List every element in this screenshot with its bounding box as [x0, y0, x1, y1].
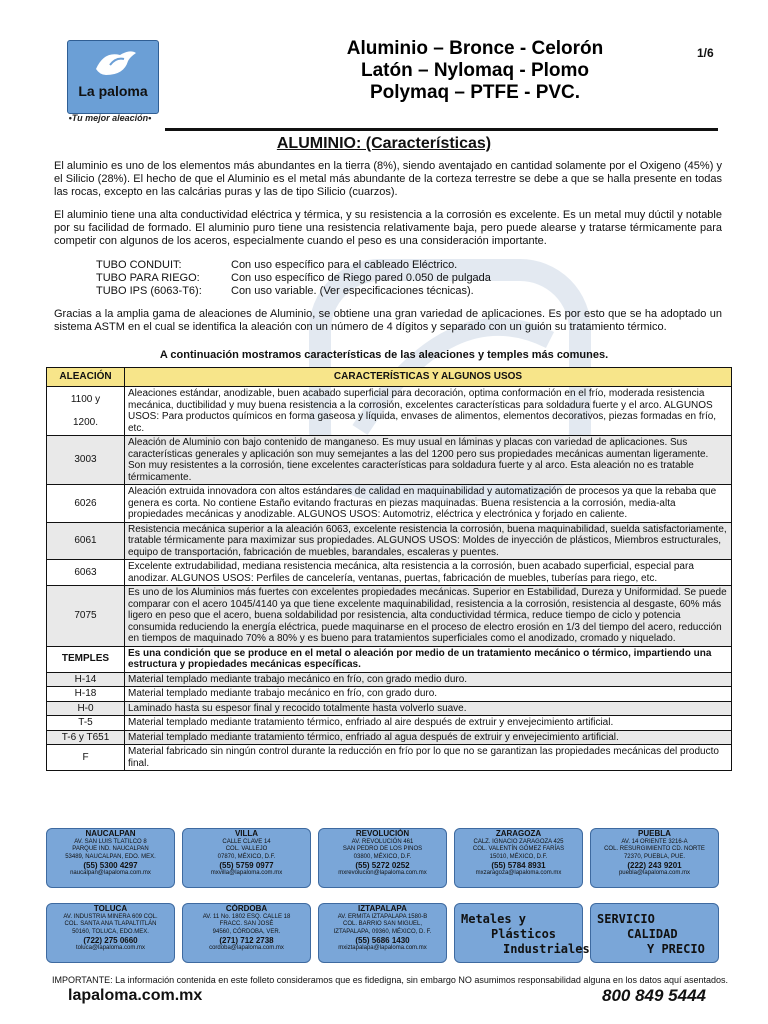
branch-name: IZTAPALAPA	[358, 904, 407, 913]
temple-desc: Material fabricado sin ningún control durante la reducción en frío por lo que no se garantizan las propiedades mecánicas del producto final.	[125, 745, 732, 771]
branch-name: TOLUCA	[93, 904, 128, 913]
temple-code: H-18	[47, 687, 125, 702]
tube-desc: Con uso específico para el cableado Eléctrico.	[231, 259, 458, 271]
branch-email: mxzaragoza@lapaloma.com.mx	[475, 870, 562, 877]
branch-address: 53489, NAUCALPAN, EDO. MEX.	[65, 853, 156, 860]
branch-address: COL. RESURGIMIENTO CD. NORTE	[604, 846, 705, 853]
brand-slogan: •Tu mejor aleación•	[68, 113, 152, 123]
alloy-code: 6026	[47, 485, 125, 523]
branch-name: CÓRDOBA	[225, 904, 268, 913]
temple-row	[47, 745, 732, 771]
section-title: ALUMINIO: (Características)	[276, 135, 492, 152]
branch-phone: (722) 275 0660	[83, 936, 138, 946]
temple-desc: Material templado mediante tratamiento térmico, enfriado al agua después de extruir y envejecimiento artificial.	[125, 730, 732, 745]
alloy-desc: Es uno de los Aluminios más fuertes con excelentes propiedades mecánicas. Superior en Estabilidad, Dureza y Uniformidad. Se puede comparar con el acero 1045/4140 ya que tiene excelente maquinabilidad, resistencia a la corrosión, resistencia al desgaste, 60% más ligero en peso que el acero, buena soldabilidad por resistencia, alta conductividad térmica, reduce tiempo de ciclo y potencia consumida reduciendo la energía eléctrica, puede maquinarse en el proceso de electro erosión en 1/3 del tiempo del acero, reducción en tiempos de maquinado 70% a 80% y es bueno para tratamientos superficiales como el anodizado, cromado y niquelado.	[125, 586, 732, 647]
website-link[interactable]: lapaloma.com.mx	[68, 987, 203, 1004]
promo-line: SERVICIO	[597, 912, 655, 926]
branch-card-revolucion	[318, 828, 447, 888]
promo-card-service	[590, 903, 719, 963]
branch-email: cordoba@lapaloma.com.mx	[209, 945, 284, 952]
branch-phone: (55) 5300 4297	[83, 861, 138, 871]
table-row	[47, 436, 732, 485]
branch-address: AV. 14 ORIENTE 3216-A	[621, 839, 688, 845]
alloy-desc: Aleaciones estándar, anodizable, buen acabado superficial para decoración, optima conformación en el frío, moderada resistencia mecánica, ductibilidad y muy buena resistencia a la corrosión, excelentes características para soldadura fuerte y el arco. ALGUNOS USOS: Para productos químicos en forma gaseosa y líquida, envases de alimentos, elementos decorativos, piezas formadas en frío, etc.	[125, 387, 732, 436]
promo-line: Metales y	[461, 912, 527, 926]
branch-address: IZTAPALAPA, 09360, MÉXICO, D. F.	[333, 928, 432, 935]
alloy-code-line: 1100 y	[70, 393, 101, 405]
table-row	[47, 522, 732, 560]
branch-address: CALLE CLAVE 14	[222, 839, 271, 845]
branch-address: AV. INDUSTRIA MINERA 609 COL.	[63, 914, 158, 920]
branch-address: 72370, PUEBLA, PUE.	[623, 853, 686, 860]
dove-icon	[90, 47, 140, 83]
branch-phone: (271) 712 2738	[219, 936, 274, 946]
branch-address: AV. SAN LUIS TLATILCO 8	[74, 839, 147, 845]
branch-email: mxrevolucion@lapaloma.com.mx	[338, 870, 427, 877]
tube-desc: Con uso específico de Riego pared 0.050 de pulgada	[231, 272, 491, 284]
table-row	[47, 560, 732, 586]
branch-name: VILLA	[234, 829, 259, 838]
temples-label: TEMPLES	[47, 646, 125, 672]
branch-card-naucalpan	[46, 828, 175, 888]
temple-row	[47, 687, 732, 702]
branch-address: AV. REVOLUCIÓN 461	[351, 839, 414, 845]
tube-name: TUBO IPS (6063-T6):	[96, 285, 202, 297]
alloy-desc: Excelente extrudabilidad, mediana resistencia mecánica, alta resistencia a la corrosión, buen acabado superficial, especial para anodizar. ALGUNOS USOS: Perfiles de cancelería, ventanas, puertas, fabricación de muebles, tuberías para riego, etc.	[125, 560, 732, 586]
table-header-row	[47, 368, 732, 387]
branch-phone: (55) 5784 8931	[491, 861, 546, 871]
branch-name: NAUCALPAN	[85, 829, 136, 838]
promo-line: Plásticos	[491, 927, 557, 941]
temple-row	[47, 672, 732, 687]
branch-phone: (55) 5759 0977	[219, 861, 274, 871]
title-line: Latón – Nylomaq - Plomo	[360, 60, 590, 81]
temple-desc: Material templado mediante trabajo mecánico en frío, con grado duro.	[125, 687, 732, 702]
branch-address: 03800, MÉXICO, D.F.	[353, 853, 412, 860]
alloy-table	[46, 367, 732, 771]
tube-name: TUBO PARA RIEGO:	[96, 272, 200, 284]
table-intro: A continuación mostramos características de las aleaciones y temples más comunes.	[159, 349, 609, 361]
paragraph: El aluminio es uno de los elementos más abundantes en la tierra (8%), siendo aventajado en cantidad solamente por el Oxigeno (45%) y el Silicio (28%). El hecho de que el Aluminio es el metal más abundante de la corteza terrestre se debe a que se halla presente en todas las rocas, excepto en las calcárias puras y las de tipo Silicio (cuarzos).	[54, 160, 722, 198]
branch-card-zaragoza	[454, 828, 583, 888]
temple-code: F	[47, 745, 125, 771]
promo-line: Industriales	[503, 942, 590, 956]
alloy-code	[47, 387, 125, 436]
temples-desc: Es una condición que se produce en el metal o aleación por medio de un tratamiento mecánico o térmico, impartiendo una estructura y propiedades mecánicas específicas.	[125, 646, 732, 672]
promo-card-products	[454, 903, 590, 963]
header-divider	[165, 128, 718, 131]
branch-name: REVOLUCIÓN	[355, 829, 410, 838]
temple-code: H-0	[47, 701, 125, 716]
title-line: Aluminio – Bronce - Celorón	[346, 38, 604, 59]
branch-name: ZARAGOZA	[495, 829, 542, 838]
temples-row	[47, 646, 732, 672]
table-row	[47, 387, 732, 436]
alloy-desc: Resistencia mecánica superior a la aleación 6063, excelente resistencia la corrosión, buena maquinabilidad, suelda satisfactoriamente, tratable térmicamente para maximizar sus propiedades. ALGUNOS USOS: Moldes de inyección de plásticos, Miembros estructurales, equipo de transportación, fabricación de muebles, barandales, escaleras y puentes.	[125, 522, 732, 560]
alloy-code: 3003	[47, 436, 125, 485]
paragraph: El aluminio tiene una alta conductividad eléctrica y térmica, y su resistencia a la corrosión es excelente. Es un metal muy dúctil y notable por su facilidad de formado. El aluminio puro tiene una resistencia relativamente baja, pero puede alearse y tratarse térmicamente para competir con algunos de los aceros, especialmente cuando el peso es una consideración importante.	[54, 209, 722, 247]
temple-code: T-5	[47, 716, 125, 731]
branch-card-toluca	[46, 903, 175, 963]
tube-row	[96, 259, 491, 272]
branch-phone: (222) 243 9201	[627, 861, 682, 871]
branch-address: SAN PEDRO DE LOS PINOS	[342, 846, 423, 853]
tube-desc: Con uso variable. (Ver especificaciones técnicas).	[231, 285, 474, 297]
branch-email: toluca@lapaloma.com.mx	[75, 945, 146, 952]
branch-name: PUEBLA	[638, 829, 671, 838]
temple-code: T-6 y T651	[47, 730, 125, 745]
branch-address: COL. VALLEJO	[225, 846, 268, 853]
tube-row	[96, 272, 491, 285]
branch-email: puebla@lapaloma.com.mx	[618, 870, 691, 877]
temple-desc: Material templado mediante trabajo mecánico en frío, con grado medio duro.	[125, 672, 732, 687]
branch-card-iztapalapa	[318, 903, 447, 963]
branch-address: 15010, MÉXICO, D.F.	[489, 853, 548, 860]
branch-card-cordoba	[182, 903, 311, 963]
document-title	[300, 38, 650, 104]
title-line: Polymaq – PTFE - PVC.	[369, 82, 581, 103]
disclaimer: IMPORTANTE: La información contenida en este folleto consideramos que es fidedigna, sin embargo NO asumimos responsabilidad alguna en los datos aquí asentados.	[51, 975, 729, 985]
branch-address: COL. SANTA ANA TLAPALTITLÁN	[64, 921, 157, 928]
brand-logo	[67, 40, 159, 114]
tube-name: TUBO CONDUIT:	[96, 259, 182, 271]
temple-desc: Laminado hasta su espesor final y recocido totalmente hasta volverlo suave.	[125, 701, 732, 716]
brand-name: La paloma	[78, 83, 148, 99]
alloy-code: 6061	[47, 522, 125, 560]
table-row	[47, 485, 732, 523]
tube-list	[96, 259, 491, 298]
branch-address: PARQUE IND. NAUCALPAN	[72, 846, 149, 853]
promo-line: Y PRECIO	[647, 942, 705, 956]
temple-row	[47, 730, 732, 745]
temple-desc: Material templado mediante tratamiento térmico, enfriado al aire después de extruir y envejecimiento artificial.	[125, 716, 732, 731]
alloy-code: 6063	[47, 560, 125, 586]
branch-card-puebla	[590, 828, 719, 888]
column-header: CARACTERÍSTICAS Y ALGUNOS USOS	[125, 368, 732, 387]
branch-phone: (55) 5686 1430	[355, 936, 410, 946]
branch-address: FRACC. SAN JOSÉ	[219, 921, 274, 928]
branch-address: 94560, CÓRDOBA, VER.	[212, 928, 281, 935]
branch-card-villa	[182, 828, 311, 888]
toll-free-phone: 800 849 5444	[602, 986, 706, 1005]
branch-phone: (55) 5272 0252	[355, 861, 410, 871]
branch-address: AV. 11 No. 1802 ESQ. CALLE 18	[202, 914, 291, 920]
tube-row	[96, 285, 491, 298]
alloy-code: 7075	[47, 586, 125, 647]
alloy-code-line: 1200.	[72, 417, 99, 428]
branch-address: COL. VALENTÍN GÓMEZ FARÍAS	[472, 846, 565, 853]
branch-email: naucalpan@lapaloma.com.mx	[70, 870, 151, 877]
branch-address: 07870, MÉXICO, D.F.	[217, 853, 276, 860]
branch-address: CALZ. IGNACIO ZARAGOZA 425	[473, 839, 564, 845]
alloy-desc: Aleación extruida innovadora con altos estándares de calidad en maquinabilidad y automatización de procesos ya que la rebaba que genera es corta. No contiene Estaño evitando fracturas en piezas maquinadas. Buena resistencia a la corrosión, media-alta propiedades mecánicas y anodizable. ALGUNOS USOS: Automotriz, eléctrica y electrónica y forjado en caliente.	[125, 485, 732, 523]
temple-row	[47, 701, 732, 716]
temple-code: H-14	[47, 672, 125, 687]
branch-address: COL. BARRIO SAN MIGUEL,	[342, 921, 423, 928]
table-row	[47, 586, 732, 647]
page-number: 1/6	[697, 46, 714, 60]
branch-email: mxvilla@lapaloma.com.mx	[210, 870, 283, 877]
column-header: ALEACIÓN	[47, 368, 125, 387]
branch-address: AV. ERMITA IZTAPALAPA 1580-B	[337, 914, 428, 920]
branch-address: 50160, TOLUCA, EDO.MEX.	[72, 928, 149, 935]
branch-email: mxiztapalapa@lapaloma.com.mx	[338, 945, 427, 952]
promo-line: CALIDAD	[627, 927, 678, 941]
paragraph: Gracias a la amplia gama de aleaciones de Aluminio, se obtiene una gran variedad de aplicaciones. Es por esto que se ha adoptado un sistema ASTM en el cual se identifica la aleación con un número de 4 dígitos y separado con un guión su tratamiento térmico.	[54, 308, 722, 333]
alloy-desc: Aleación de Aluminio con bajo contenido de manganeso. Es muy usual en láminas y placas con variedad de aplicaciones. Sus características generales y aplicación son muy semejantes a las del 1200 pero sus propiedades mecánicas aumentan ligeramente. Son muy resistentes a la corrosión, tiene excelentes características para soldadura fuerte y al arco. Esta aleación no es tratable térmicamente.	[125, 436, 732, 485]
temple-row	[47, 716, 732, 731]
